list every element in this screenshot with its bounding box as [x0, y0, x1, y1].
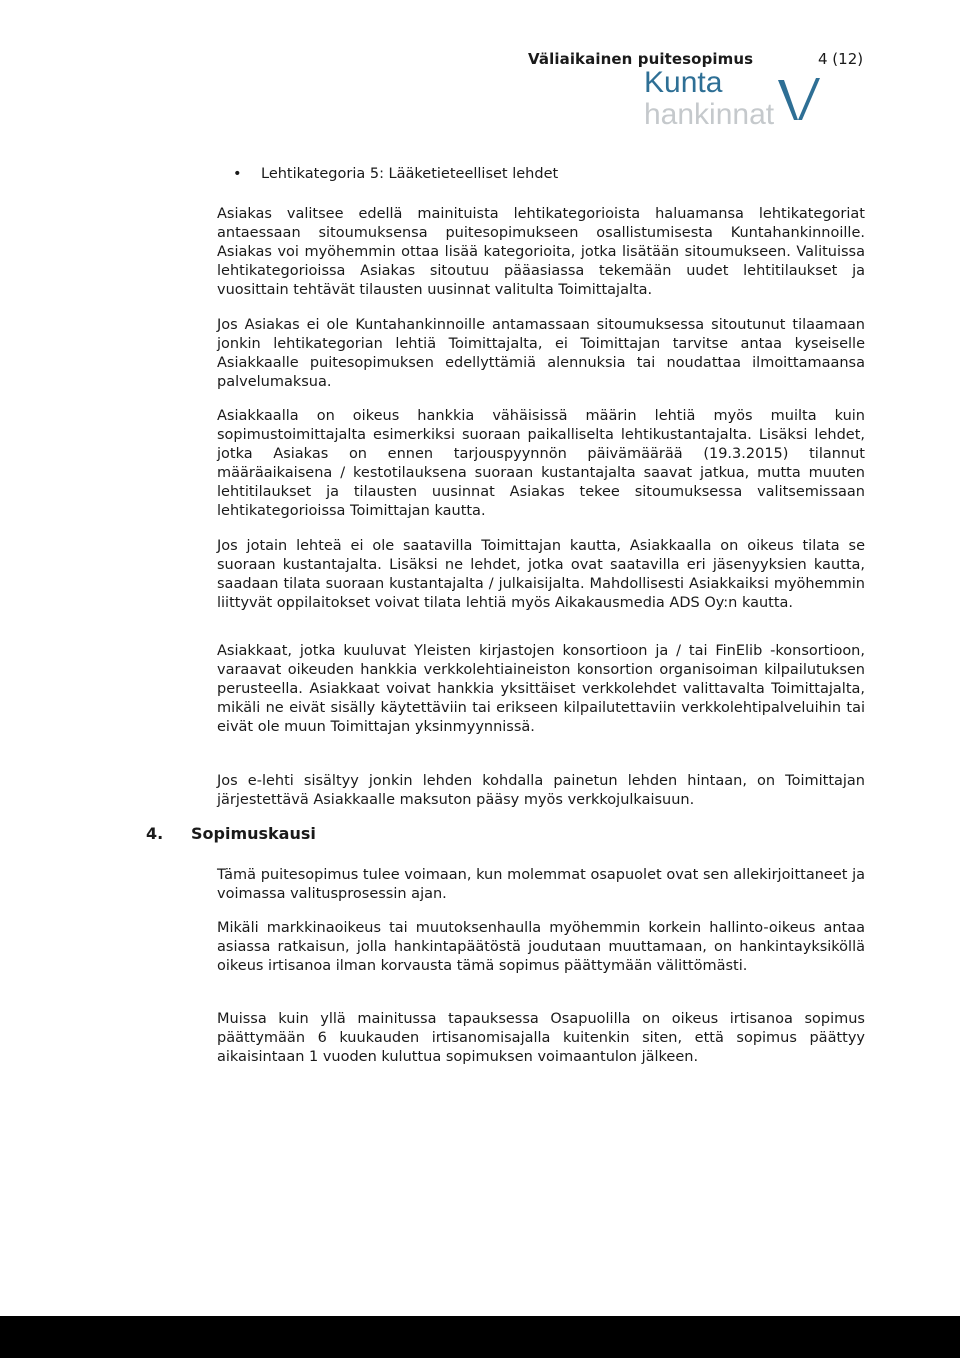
page-number: 4 (12)	[818, 50, 864, 68]
paragraph: Asiakas valitsee edellä mainituista lehtikategorioista haluamansa lehtikategoriat antaessaan sitoumuksensa puitesopimukseen osallistumisesta Kuntahankinnoille. Asiakas voi myöhemmin ottaa lisää kategorioita, jotka lisätään sitoumukseen. Valituissa lehtikategorioissa Asiakas sitoutuu pääasiassa tekemään uudet lehtitilaukset ja vuosittain tehtävät tilausten uusinnat valitulta Toimittajalta.	[217, 206, 865, 298]
paragraph: Jos e-lehti sisältyy jonkin lehden kohdalla painetun lehden hintaan, on Toimittajan järjestettävä Asiakkaalle maksuton pääsy myös verkkojulkaisuun.	[217, 773, 865, 808]
paragraph: Mikäli markkinaoikeus tai muutoksenhaulla myöhemmin korkein hallinto-oikeus antaa asiassa ratkaisun, jolla hankintapäätöstä joudutaan muuttamaan, on hankintayksiköllä oikeus irtisanoa ilman korvausta tämä sopimus päättymään välittömästi.	[217, 920, 865, 974]
logo-text-kunta: Kunta	[644, 66, 723, 99]
paragraph: Muissa kuin yllä mainitussa tapauksessa Osapuolilla on oikeus irtisanoa sopimus päättymään 6 kuukauden irtisanomisajalla kuitenkin siten, että sopimus päättyy aikaisintaan 1 vuoden kuluttua sopimuksen voimaantulon jälkeen.	[217, 1011, 865, 1065]
paragraph: Jos jotain lehteä ei ole saatavilla Toimittajan kautta, Asiakkaalla on oikeus tilata se suoraan kustantajalta. Lisäksi ne lehdet, jotka ovat saatavilla eri jäsenyyksien kautta, saadaan tilata suoraan kustantajalta / julkaisijalta. Mahdollisesti Asiakkaiksi myöhemmin liittyvät oppilaitokset voivat tilata lehtiä myös Aikakausmedia ADS Oy:n kautta.	[217, 538, 865, 611]
section-title: Sopimuskausi	[191, 824, 316, 843]
paragraph: Asiakkaat, jotka kuuluvat Yleisten kirjastojen konsortioon ja / tai FinElib -konsortioon, varaavat oikeuden hankkia verkkolehtiaineiston konsortion organisoiman kilpailutuksen perusteella. Asiakkaat voivat hankkia yksittäiset verkkolehdet valittavalta Toimittajalta, mikäli ne eivät sisälly käytettäviin tai erikseen kilpailutettaviin verkkolehtipalveluihin tai eivät ole muun Toimittajan yksinmyynnissä.	[217, 643, 865, 735]
bullet-text: Lehtikategoria 5: Lääketieteelliset lehdet	[261, 166, 559, 182]
logo-mark-icon	[776, 72, 822, 124]
paragraph: Tämä puitesopimus tulee voimaan, kun molemmat osapuolet ovat sen allekirjoittaneet ja voimassa valitusprosessin ajan.	[217, 867, 865, 902]
scan-border	[0, 1316, 960, 1358]
kuntahankinnat-logo	[644, 66, 844, 132]
logo-text-hankinnat: hankinnat	[644, 98, 775, 131]
document-title: Väliaikainen puitesopimus	[528, 50, 754, 68]
section-number: 4.	[146, 824, 164, 843]
paragraph: Asiakkaalla on oikeus hankkia vähäisissä määrin lehtiä myös muilta kuin sopimustoimittajalta esimerkiksi suoraan paikalliselta lehtikustantajalta. Lisäksi lehdet, jotka Asiakas on ennen tarjouspyynnön päivämäärää (19.3.2015) tilannut määräaikaisena / kestotilauksena suoraan kustantajalta saavat jatkua, mutta muuten lehtitilaukset ja tilausten uusinnat Asiakas tekee sitoumuksessa valitsemissaan lehtikategorioissa Toimittajan kautta.	[217, 408, 865, 519]
bullet-dot-icon: •	[233, 166, 242, 182]
paragraph: Jos Asiakas ei ole Kuntahankinnoille antamassaan sitoumuksessa sitoutunut tilaamaan jonkin lehtikategorian lehtiä Toimittajalta, ei Toimittajan tarvitse antaa kyseiselle Asiakkaalle puitesopimuksen edellyttämiä alennuksia tai noudattaa ilmoittamaansa palvelumaksua.	[217, 317, 865, 390]
